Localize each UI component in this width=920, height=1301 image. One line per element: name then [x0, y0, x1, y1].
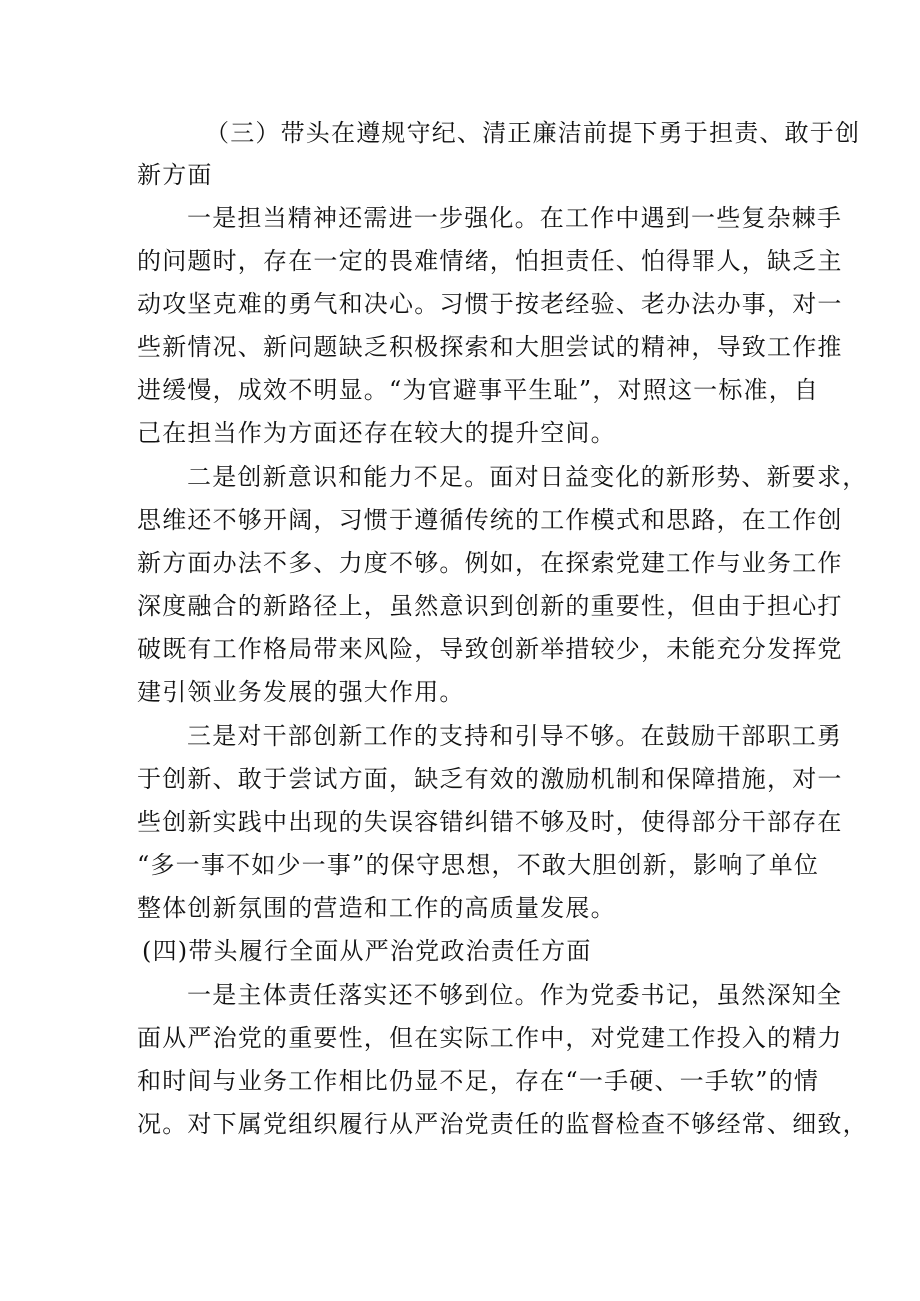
- section-heading-3-cont: 新方面: [137, 161, 213, 189]
- section-heading-4: (四)带头履行全面从严治党政治责任方面: [142, 937, 592, 965]
- paragraph-line: 于创新、敢于尝试方面，缺乏有效的激励机制和保障措施，对一: [137, 765, 843, 793]
- paragraph-line: 和时间与业务工作相比仍显不足，存在“一手硬、一手软”的情: [137, 1067, 820, 1095]
- paragraph-line: 况。对下属党组织履行从严治党责任的监督检查不够经常、细致，: [137, 1110, 868, 1138]
- paragraph-line: 破既有工作格局带来风险，导致创新举措较少，未能充分发挥党: [137, 635, 843, 663]
- paragraph-line: 己在担当作为方面还存在较大的提升空间。: [137, 419, 616, 447]
- paragraph-line: 的问题时，存在一定的畏难情绪，怕担责任、怕得罪人，缺乏主: [137, 247, 843, 275]
- paragraph-line: 思维还不够开阔，习惯于遵循传统的工作模式和思路，在工作创: [137, 506, 843, 534]
- paragraph-line: 些新情况、新问题缺乏积极探索和大胆尝试的精神，导致工作推: [137, 333, 843, 361]
- paragraph-line: 一是主体责任落实还不够到位。作为党委书记，虽然深知全: [187, 981, 843, 1009]
- paragraph-line: 三是对干部创新工作的支持和引导不够。在鼓励干部职工勇: [187, 722, 843, 750]
- paragraph-line: “多一事不如少一事”的保守思想，不敢大胆创新，影响了单位: [137, 851, 820, 879]
- paragraph-line: 二是创新意识和能力不足。面对日益变化的新形势、新要求，: [187, 463, 868, 491]
- paragraph-line: 深度融合的新路径上，虽然意识到创新的重要性，但由于担心打: [137, 592, 843, 620]
- paragraph-line: 面从严治党的重要性，但在实际工作中，对党建工作投入的精力: [137, 1024, 843, 1052]
- paragraph-line: 些创新实践中出现的失误容错纠错不够及时，使得部分干部存在: [137, 808, 843, 836]
- paragraph-line: 一是担当精神还需进一步强化。在工作中遇到一些复杂棘手: [187, 204, 843, 232]
- paragraph-line: 进缓慢，成效不明显。“为官避事平生耻”，对照这一标准，自: [137, 376, 820, 404]
- paragraph-line: 建引领业务发展的强大作用。: [137, 678, 465, 706]
- paragraph-line: 整体创新氛围的营造和工作的高质量发展。: [137, 894, 616, 922]
- section-heading-3: （三）带头在遵规守纪、清正廉洁前提下勇于担责、敢于创: [205, 119, 861, 147]
- paragraph-line: 动攻坚克难的勇气和决心。习惯于按老经验、老办法办事，对一: [137, 290, 843, 318]
- paragraph-line: 新方面办法不多、力度不够。例如，在探索党建工作与业务工作: [137, 549, 843, 577]
